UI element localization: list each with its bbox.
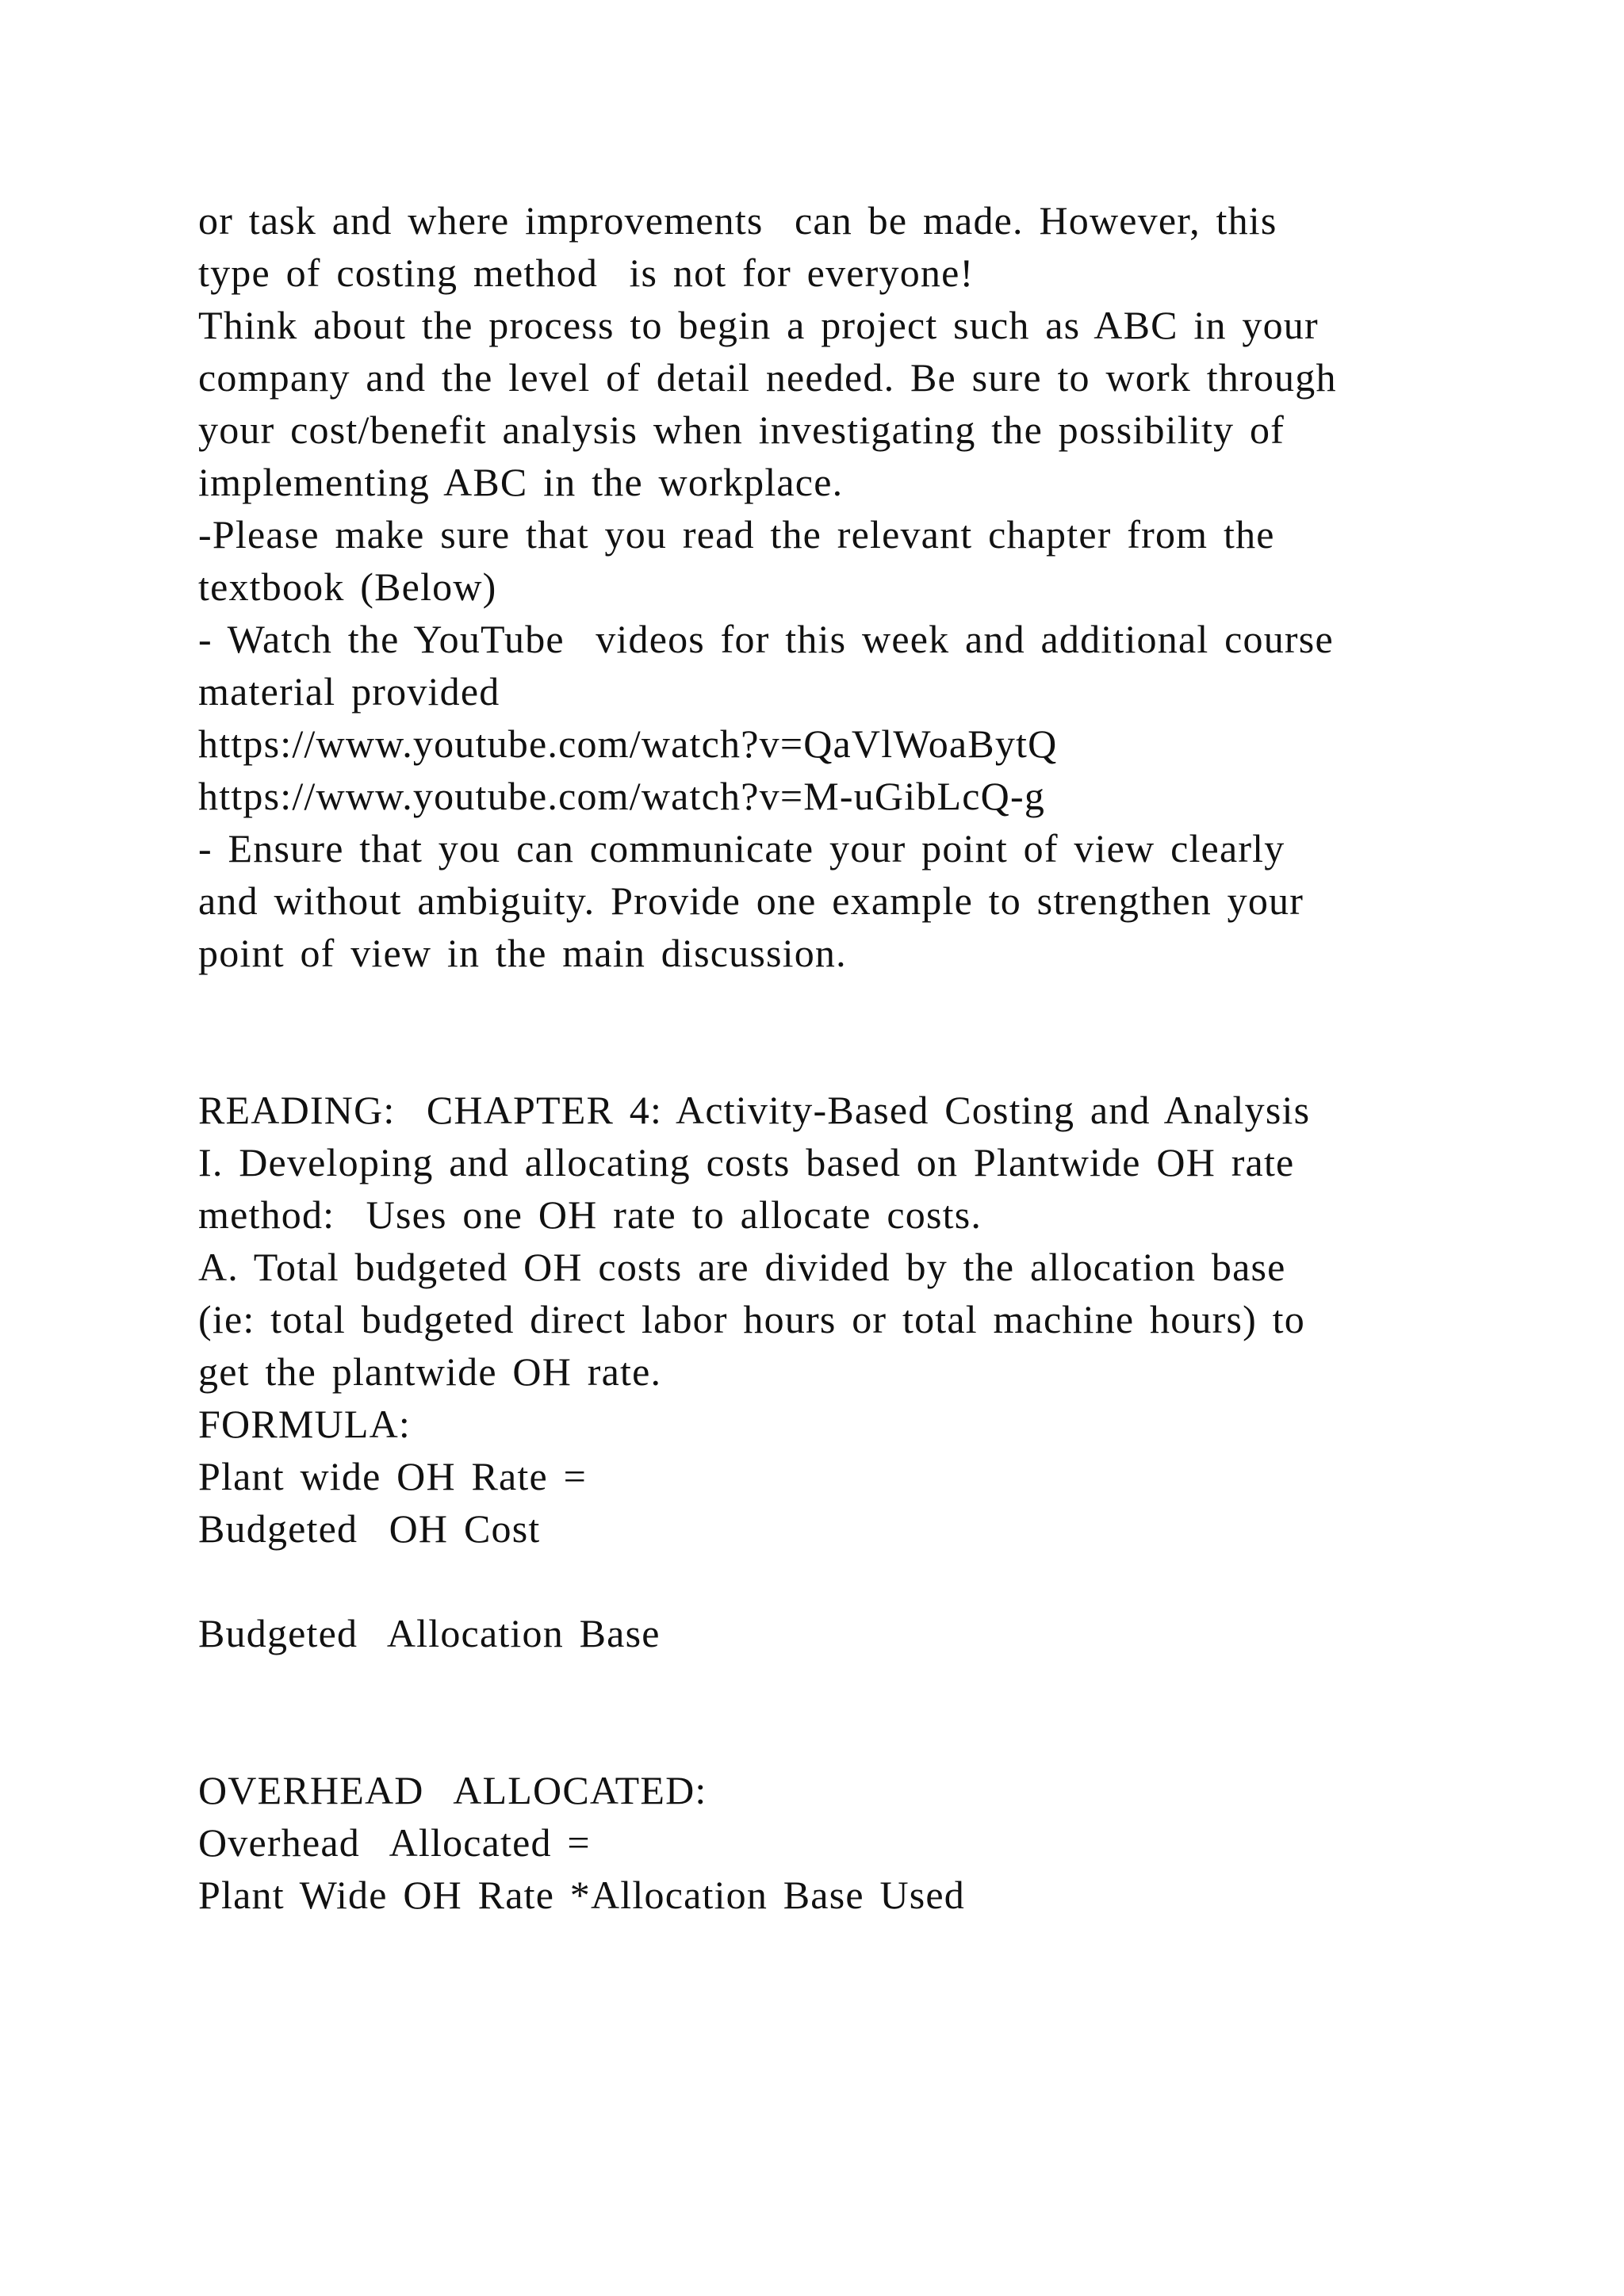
text-line: textbook (Below) [198,564,497,609]
text-line: I. Developing and allocating costs based on Plantwide OH rate [198,1140,1295,1184]
overhead-heading: OVERHEAD ALLOCATED: [198,1768,707,1812]
overhead-formula-lhs: Overhead Allocated = [198,1820,591,1865]
text-line: A. Total budgeted OH costs are divided by the allocation base [198,1245,1286,1289]
text-line: - Watch the YouTube videos for this week and additional course [198,617,1334,661]
text-line: your cost/benefit analysis when investigating the possibility of [198,408,1285,452]
blank-line [198,1659,1483,1712]
reading-heading: READING: CHAPTER 4: Activity-Based Costing and Analysis [198,1088,1311,1132]
text-line: company and the level of detail needed. Be sure to work through [198,355,1337,400]
text-line: - Ensure that you can communicate your point of view clearly [198,826,1285,871]
text-line: -Please make sure that you read the relevant chapter from the [198,512,1275,557]
text-line: Think about the process to begin a project such as ABC in your [198,303,1319,347]
text-line: method: Uses one OH rate to allocate costs. [198,1192,982,1237]
formula-lhs: Plant wide OH Rate = [198,1454,588,1498]
formula-denominator: Budgeted Allocation Base [198,1611,661,1655]
text-line: get the plantwide OH rate. [198,1349,662,1394]
formula-heading: FORMULA: [198,1402,411,1446]
youtube-link-2[interactable]: https://www.youtube.com/watch?v=M-uGibLcQ-g [198,774,1046,818]
text-line: material provided [198,669,500,714]
blank-line [198,1555,1483,1607]
blank-line [198,1031,1483,1084]
text-line: type of costing method is not for everyone! [198,251,975,295]
blank-line [198,979,1483,1031]
text-line: implementing ABC in the workplace. [198,460,844,504]
text-line: and without ambiguity. Provide one example to strengthen your [198,878,1304,923]
text-line: point of view in the main discussion. [198,931,847,975]
text-line: or task and where improvements can be made. However, this [198,198,1277,243]
document-body [198,194,1483,1921]
blank-line [198,1712,1483,1764]
overhead-formula-rhs: Plant Wide OH Rate *Allocation Base Used [198,1873,966,1917]
text-line: (ie: total budgeted direct labor hours or total machine hours) to [198,1297,1305,1341]
formula-numerator: Budgeted OH Cost [198,1506,541,1551]
youtube-link-1[interactable]: https://www.youtube.com/watch?v=QaVlWoaBytQ [198,721,1058,766]
